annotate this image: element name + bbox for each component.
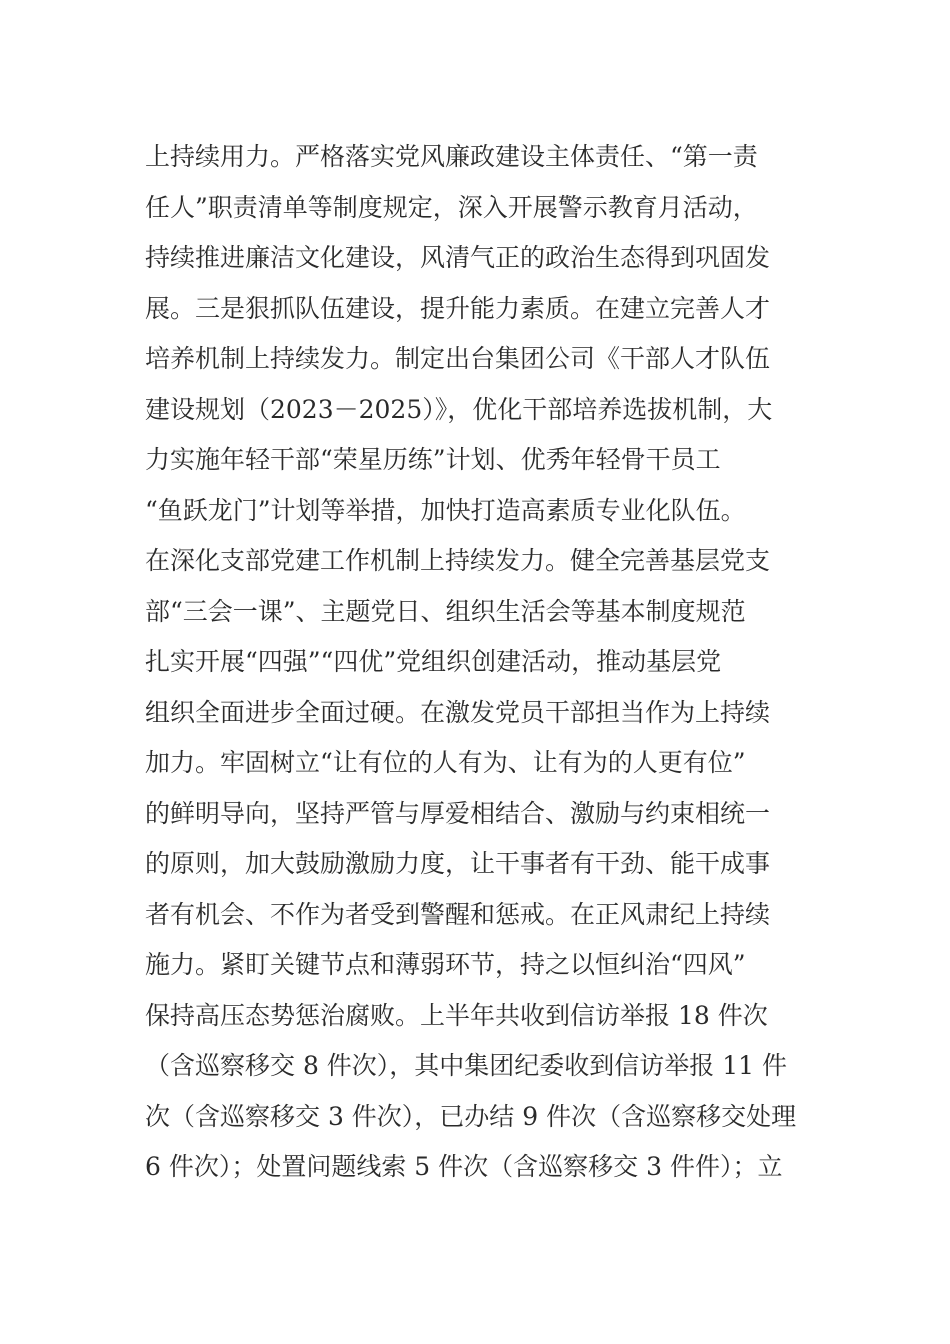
text-line: 上持续用力。严格落实党风廉政建设主体责任、“第一责 <box>145 142 758 171</box>
text-line: 的鲜明导向，坚持严管与厚爱相结合、激励与约束相统一 <box>145 798 771 828</box>
text-line: 扎实开展“四强”“四优”党组织创建活动，推动基层党 <box>145 647 722 676</box>
text-line: 的原则，加大鼓励激励力度，让干事者有干劲、能干成事 <box>145 849 771 878</box>
text-line: （含巡察移交 8 件次），其中集团纪委收到信访举报 11 件 <box>145 1051 788 1080</box>
text-line: 任人”职责清单等制度规定，深入开展警示教育月活动， <box>145 192 758 222</box>
text-line: 展。三是狠抓队伍建设，提升能力素质。在建立完善人才 <box>145 293 771 323</box>
text-line: “鱼跃龙门”计划等举措，加快打造高素质专业化队伍。 <box>145 495 746 525</box>
text-line: 6 件次）；处置问题线索 5 件次（含巡察移交 3 件件）；立 <box>145 1152 783 1181</box>
text-line: 组织全面进步全面过硬。在激发党员干部担当作为上持续 <box>145 697 771 727</box>
text-line: 力实施年轻干部“荣星历练”计划、优秀年轻骨干员工 <box>145 445 721 474</box>
text-line: 保持高压态势惩治腐败。上半年共收到信访举报 18 件次 <box>145 1000 768 1030</box>
text-line: 加力。牢固树立“让有位的人有为、让有为的人更有位” <box>145 748 746 777</box>
text-line: 部“三会一课”、主题党日、组织生活会等基本制度规范 <box>145 596 746 626</box>
text-line: 持续推进廉洁文化建设，风清气正的政治生态得到巩固发 <box>145 243 771 272</box>
text-line: 者有机会、不作为者受到警醒和惩戒。在正风肃纪上持续 <box>145 899 771 929</box>
text-line: 在深化支部党建工作机制上持续发力。健全完善基层党支 <box>145 546 771 575</box>
body-text <box>145 132 810 1193</box>
text-line: 培养机制上持续发力。制定出台集团公司《干部人才队伍 <box>145 344 771 373</box>
text-line: 建设规划（2023－2025）》，优化干部培养选拔机制，大 <box>145 394 773 424</box>
text-line: 次（含巡察移交 3 件次），已办结 9 件次（含巡察移交处理 <box>145 1101 797 1131</box>
text-line: 施力。紧盯关键节点和薄弱环节，持之以恒纠治“四风” <box>145 950 746 979</box>
